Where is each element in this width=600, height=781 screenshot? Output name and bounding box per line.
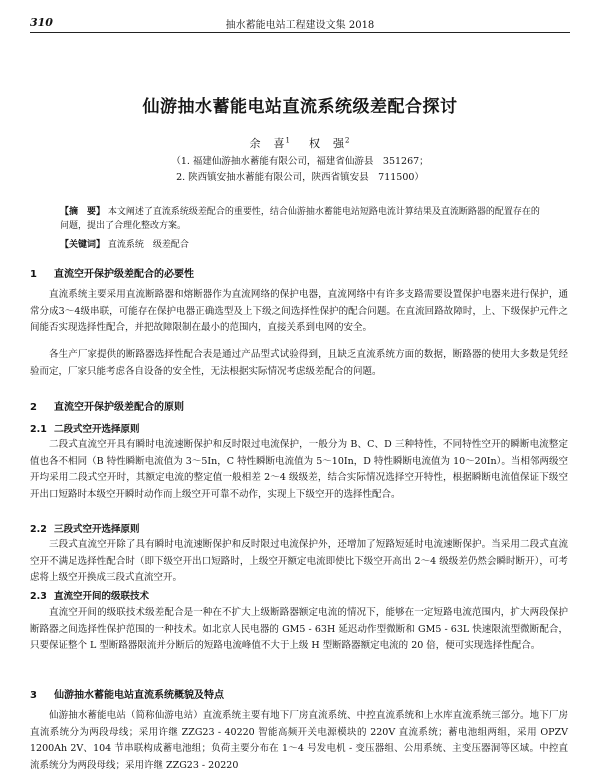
- section-title: 直流空开保护级差配合的必要性: [54, 269, 194, 280]
- article-title: 仙游抽水蓄能电站直流系统级差配合探讨: [142, 97, 458, 117]
- section-heading-3: [30, 686, 224, 701]
- paragraph: 仙游抽水蓄能电站（简称仙游电站）直流系统主要有地下厂房直流系统、中控直流系统和上水库直流系统三部分。地下厂房直流系统分为两段母线；采用许继 ZZG23 - 40220 智能高频开关电源模块的 220V 直流系统；蓄电池组两组，采用 OPZV 1200Ah 2V、104 节串联构成蓄电池组；负荷主要分布在 1～4 号发电机 - 变压器组、公用系统、主变压器洞等区域。中控直流系统分为两段母线；采用许继 ZZG23 - 20220: [30, 710, 568, 771]
- section-title: 直流空开间的级联技术: [54, 591, 150, 602]
- section-heading-1: [30, 265, 194, 280]
- keywords-label: 【关键词】: [60, 240, 106, 250]
- subsection-heading-2-1: [30, 421, 140, 435]
- section-title: 仙游抽水蓄能电站直流系统概貌及特点: [54, 690, 224, 701]
- paragraph: 各生产厂家提供的断路器选择性配合表是通过产品型式试验得到，且缺乏直流系统方面的数据，断路器的使用大多数是凭经验而定，厂家只能考虑各自设备的安全性，无法根据实际情况考虑级差配合的问题。: [30, 349, 568, 377]
- paragraph: 二段式直流空开具有瞬时电流速断保护和反时限过电流保护，一般分为 B、C、D 三种特性，不同特性空开的瞬断电流整定值也各不相同（B 特性瞬断电流值为 3～5In，C 特性瞬断电流值为 5～10In，D 特性瞬断电流值为 10～20In）。当相邻两级空开均采用二段式空开时，其额定电流的整定值一般相差 2～4 级级差，结合实际情况选择空开特性，根据瞬断电流值保证下级空开出口短路时本级空开瞬时动作而上级空开可靠不动作，实现上下级空开的选择性配合。: [30, 439, 568, 500]
- section-title: 直流空开保护级差配合的原则: [54, 402, 184, 413]
- author-2-mark: 2: [345, 136, 351, 145]
- section-title: 三段式空开选择原则: [54, 524, 140, 535]
- author-2: 权 强: [309, 137, 345, 150]
- running-header: [30, 16, 570, 33]
- section-number: 1: [30, 269, 37, 280]
- affiliation-2: 2. 陕西镇安抽水蓄能有限公司，陕西省镇安县 711500）: [176, 172, 424, 183]
- abstract-text: 本文阐述了直流系统级差配合的重要性，结合仙游抽水蓄能电站短路电流计算结果及直流断路器的配置存在的问题，提出了合理化整改方案。: [60, 207, 540, 231]
- subsection-heading-2-2: [30, 521, 140, 535]
- paragraph: 直流空开间的级联技术级差配合是一种在不扩大上级断路器额定电流的情况下，能够在一定短路电流范围内，扩大两段保护断路器之间选择性保护范围的一种技术。如北京人民电器的 GM5 - 63H 延迟动作型微断和 GM5 - 63L 快速限流型微断配合，只要保证整个 L 型断路器限流并分断后的短路电流峰值不大于上级 H 型断路器额定电流的 20 倍，便可实现选择性配合。: [30, 607, 568, 651]
- subsection-heading-2-3: [30, 588, 149, 602]
- section-heading-2: [30, 398, 184, 413]
- section-number: 3: [30, 690, 37, 701]
- author-1-mark: 1: [285, 136, 291, 145]
- author-line: [0, 135, 600, 151]
- paragraph: 直流系统主要采用直流断路器和熔断器作为直流网络的保护电器，直流网络中有许多支路需要设置保护电器来进行保护，通常分成3～4级串联，可能存在保护电器正确选型及上下级之间选择性保护的配合问题。在直流回路故障时，上、下级保护元件之间能否实现选择性配合，并把故障限制在最小的范围内，直接关系到电网的安全。: [30, 289, 568, 333]
- section-number: 2.2: [30, 524, 47, 535]
- section-number: 2.3: [30, 591, 47, 602]
- abstract: [60, 205, 540, 233]
- abstract-label: 【摘 要】: [60, 207, 106, 217]
- keywords-text: 直流系统 级差配合: [107, 240, 189, 250]
- section-title: 二段式空开选择原则: [54, 424, 140, 435]
- affiliation-1: （1. 福建仙游抽水蓄能有限公司，福建省仙游县 351267；: [171, 156, 429, 167]
- paragraph: 三段式直流空开除了具有瞬时电流速断保护和反时限过电流保护外，还增加了短路短延时电流速断保护。当采用二段式直流空开不满足选择性配合时（即下级空开出口短路时，上级空开额定电流即使比下级空开高出 2～4 级级差仍然会瞬时断开），可考虑将上级空开换成三段式直流空开。: [30, 539, 568, 583]
- section-number: 2: [30, 402, 37, 413]
- section-number: 2.1: [30, 424, 47, 435]
- journal-title: 抽水蓄能电站工程建设文集 2018: [225, 20, 375, 31]
- page-number: 310: [30, 16, 53, 29]
- author-1: 余 喜: [249, 137, 286, 150]
- keywords: [60, 237, 540, 250]
